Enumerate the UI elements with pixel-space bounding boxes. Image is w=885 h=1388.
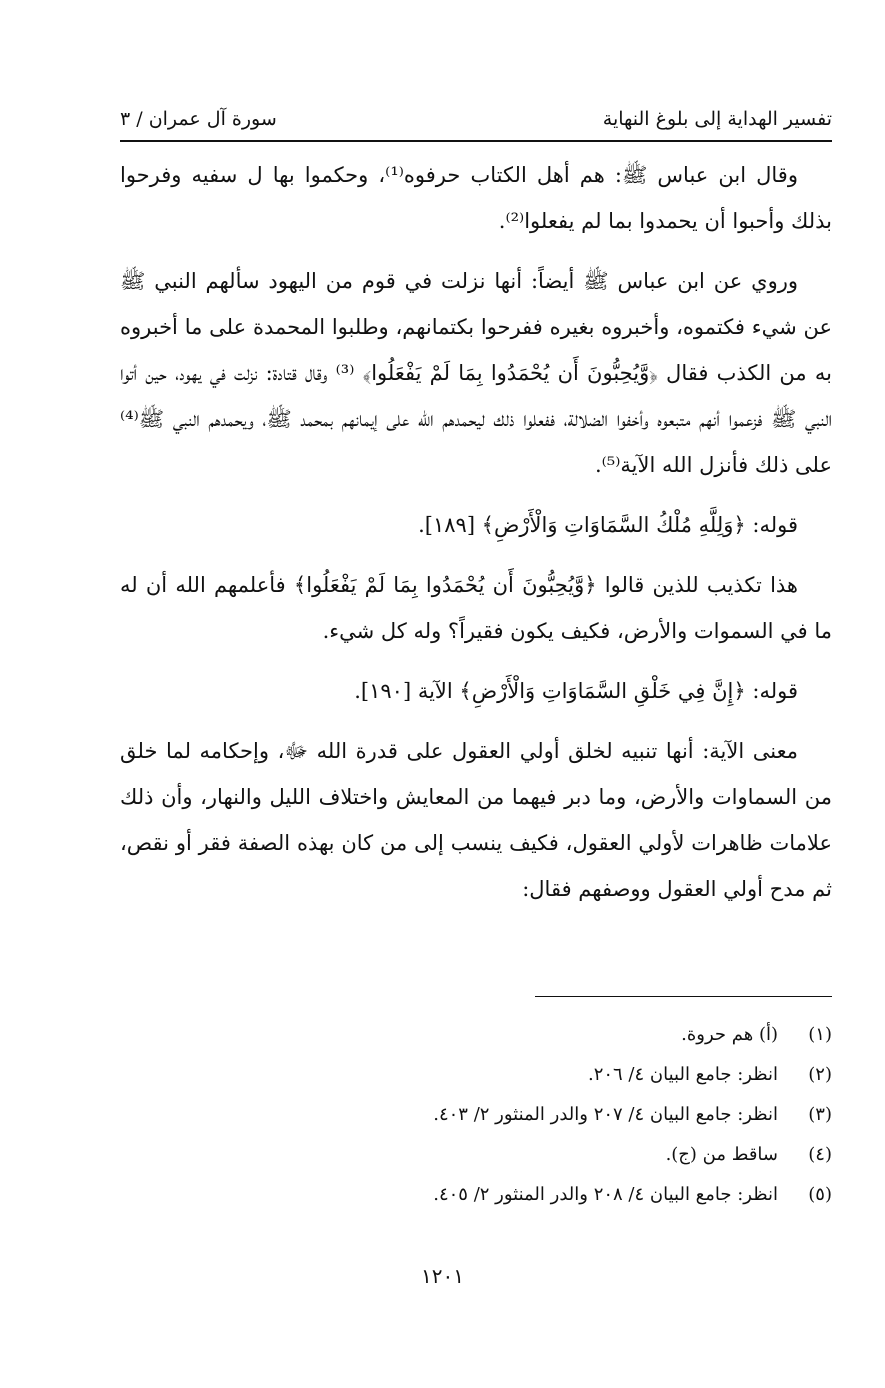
footnote-text: (أ) هم حروة. (681, 1024, 778, 1045)
footnote-divider (535, 996, 832, 997)
footnote-number: (٣) (808, 1104, 832, 1125)
footnote-number: (١) (808, 1024, 832, 1045)
page-number: ١٢٠١ (421, 1264, 464, 1288)
book-title: تفسير الهداية إلى بلوغ النهاية (602, 108, 832, 130)
footnote-number: (٤) (808, 1144, 832, 1165)
footnote-item (300, 1015, 832, 1055)
footnote-item (300, 1175, 832, 1215)
footnotes (300, 1015, 832, 1215)
footnote-text: انظر: جامع البيان ٤/ ٢٠٦. (587, 1064, 778, 1085)
paragraph: قوله: ﴿وَلِلَّهِ مُلْكُ السَّمَاوَاتِ وَالْأَرْضِ﴾ [١٨٩]. (418, 513, 798, 537)
footnote-item (300, 1055, 832, 1095)
footnote-number: (٢) (808, 1064, 832, 1085)
footnote-number: (٥) (808, 1184, 832, 1205)
surah-part: سورة آل عمران / ٣ (120, 108, 277, 130)
paragraph: وقال ابن عباس ﷺ: هم أهل الكتاب حرفوه⁽¹⁾، وحكموا بها ل سفيه وفرحوا بذلك وأحبوا أن يحمدوا بما لم يفعلوا⁽²⁾. (120, 163, 832, 233)
paragraph: وروي عن ابن عباس ﷺ أيضاً: أنها نزلت في قوم من اليهود سألهم النبي ﷺ عن شيء فكتموه، وأخبروه بغيره ففرحوا بكتمانهم، وطلبوا المحمدة على ما أخبروه به من الكذب فقال ﴿وَّيُحِبُّونَ أَن يُحْمَدُوا بِمَا لَمْ يَفْعَلُوا﴾ ⁽³⁾ وقال قتادة: نزلت في يهود، حين أتوا النبي ﷺ فزعموا أنهم متبعوه وأخفوا الضلالة، ففعلوا ذلك ليحمدهم الله على إيمانهم بمحمد ﷺ، ويحمدهم النبي ﷺ⁽⁴⁾ على ذلك فأنزل الله الآية⁽⁵⁾. (120, 269, 832, 477)
paragraph: معنى الآية: أنها تنبيه لخلق أولي العقول على قدرة الله ﷻ، وإحكامه لما خلق من السماوات والأرض، وما دبر فيهما من المعايش واختلاف الليل والنهار، وأن ذلك علامات ظاهرات لأولي العقول، فكيف ينسب إلى من كان بهذه الصفة فقر أو نقص، ثم مدح أولي العقول ووصفهم فقال: (120, 739, 832, 901)
footnote-text: انظر: جامع البيان ٤/ ٢٠٧ والدر المنثور ٢/ ٤٠٣. (433, 1104, 778, 1125)
running-header (120, 96, 832, 130)
footnote-text: ساقط من (ج). (665, 1144, 778, 1165)
paragraph: هذا تكذيب للذين قالوا ﴿وَّيُحِبُّونَ أَن يُحْمَدُوا بِمَا لَمْ يَفْعَلُوا﴾ فأعلمهم الله أن له ما في السموات والأرض، فكيف يكون فقيراً؟ وله كل شيء. (120, 573, 832, 643)
footnote-item (300, 1135, 832, 1175)
footnote-text: انظر: جامع البيان ٤/ ٢٠٨ والدر المنثور ٢/ ٤٠٥. (433, 1184, 778, 1205)
paragraph: قوله: ﴿إِنَّ فِي خَلْقِ السَّمَاوَاتِ وَالْأَرْضِ﴾ الآية [١٩٠]. (354, 679, 798, 703)
main-text (120, 152, 832, 926)
footnote-item (300, 1095, 832, 1135)
header-divider (120, 140, 832, 142)
